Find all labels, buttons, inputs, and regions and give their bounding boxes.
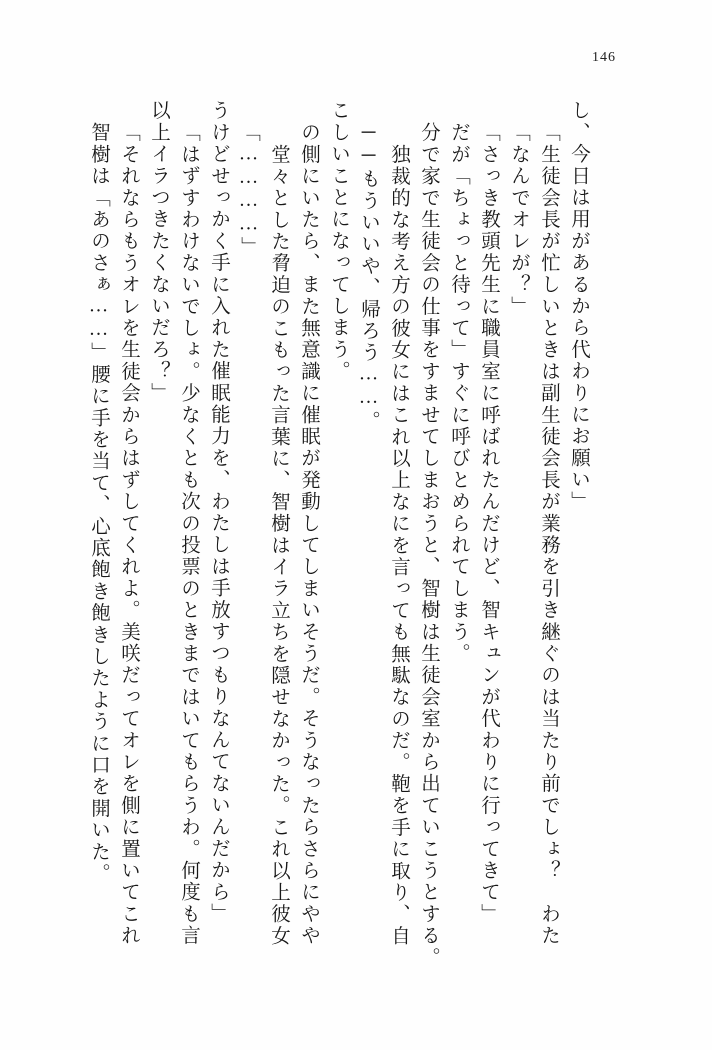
vertical-text-body: [78, 100, 626, 980]
text-column: だが「ちょっと待って」すぐに呼びとめられてしまう。: [448, 122, 469, 665]
text-column: 「さっき教頭先生に職員室に呼ばれたんだけど、智キュンが代わりに行ってきて」: [478, 122, 499, 925]
text-column: 堂々とした脅迫のこもった言葉に、智樹はイラ立ちを隠せなかった。これ以上彼女: [268, 144, 289, 947]
text-column: 独裁的な考え方の彼女にはこれ以上なにを言っても無駄なのだ。鞄を手に取り、自: [388, 144, 409, 947]
text-column: の側にいたら、また無意識に催眠が発動してしまいそうだ。そうなったらさらにやや: [298, 122, 319, 947]
text-column: 「はずすわけないでしょ。少なくとも次の投票のときまではいてもらうわ。何度も言: [178, 122, 199, 947]
text-column: 「生徒会長が忙しいときは副生徒会長が業務を引き継ぐのは当たり前でしょ？ わた: [538, 122, 559, 947]
text-column: 「なんでオレが？」: [508, 122, 529, 318]
text-column: 「…………」: [238, 122, 259, 259]
text-column: ──もういいや、帰ろう……。: [358, 122, 379, 432]
text-column: 以上イラつきたくないだろ？」: [148, 100, 169, 404]
text-column: こしいことになってしまう。: [328, 100, 349, 383]
text-column: 「それならもうオレを生徒会からはずしてくれよ。美咲だってオレを側に置いてこれ: [118, 122, 139, 947]
text-column: うけどせっかく手に入れた催眠能力を、わたしは手放すつもりなんてないんだから」: [208, 100, 229, 925]
text-column: し、今日は用があるから代わりにお願い」: [568, 100, 589, 513]
text-column: 智樹は「あのさぁ……」腰に手を当て、心底飽き飽きしたように口を開いた。: [88, 122, 109, 885]
page-number: 146: [592, 50, 616, 65]
text-column: 分で家で生徒会の仕事をすませてしまおうと、智樹は生徒会室から出ていこうとする。: [418, 122, 439, 969]
